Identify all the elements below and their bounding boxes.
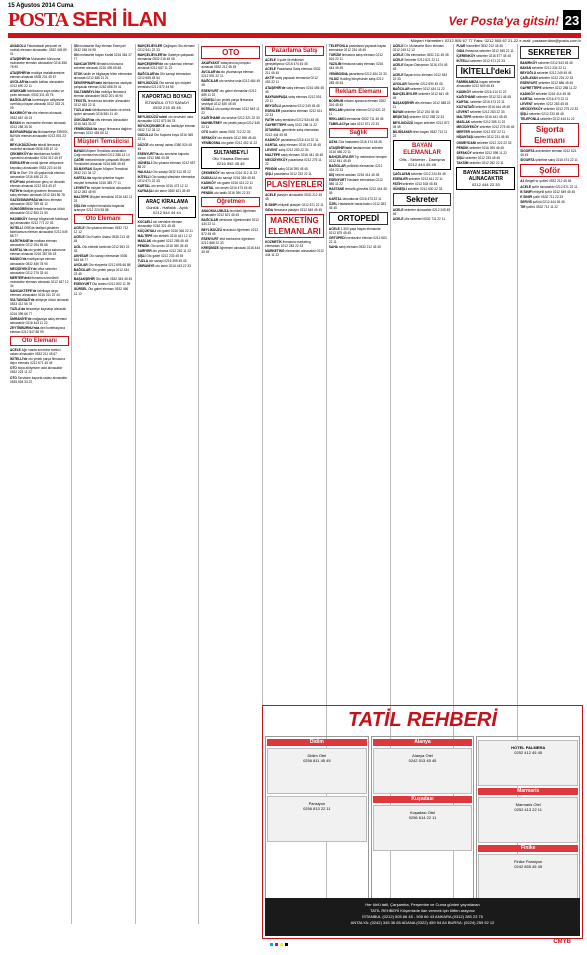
tatil-footer-line-1: Her türlü tatil, Çarşamba, Perşembe ve Cuma günleri yayınlanan [365, 902, 480, 907]
ad-arac-kiralama: ARAÇ KİRALAMA Günlük - Haftalık - Aylık 0212 544 44 44 [138, 196, 197, 218]
column: ON muhasebe Bay eleman Esenyurt 0532 248 04 95 ON muhasebe bayan Kartal 0216 364 37 77 SANCAKTEPE Mimarlık bürosuna sekreter alınacak 0216 499 65 88 STOK takibi ve bilgisayar bilen elemanlar alınacak 0212 486 21 21 SEKERPINAR'daki fabrikamıza vardiyalı çalışacak eleman 0262 658 29 41 SULTANBEYLİ'de mobilya firmasına eleman alınacaktır 0532 201 45 90 TEKSTİL firmamıza sekreter alınacaktır 0212 453 22 11 TUZLA'daki fabrikamıza kadın ve erkek işçiler alınacak 0216 581 11 40 ÜSKÜDAR'da ofis elemanı alınacaktır 0216 343 33 22 YENİBOSNA'da kargo firmasına dağıtım elemanı 0212 454 65 12 Müşteri Temsilcisi BAYAN Müşteri Temsilcisi alınacaktır. Çağrı merkezi tecrübeli 0212 288 14 14 ÇAĞRI merkezimizde çalışacak Müşteri Temsilcileri alınacak 0216 665 45 45 DİLBAYRAK Bayan Müşteri Temsilcisi 0532 211 34 12 KARTAL'da sigorta şirketine bayan müşteri temsilcisi 0216 389 77 11 LEVENT'te müşteri temsilcisi alınacaktır 0212 283 45 90 MALTEPE Müşteri temsilcisi 0216 442 11 23 ŞİŞLİ'de müşteri temsilcisi bayanlar aranıyor 0212 224 55 88 Oto Elemanı ACELE Oto yıkama elemanı 0532 712 12 12 ACELE Oto Kuaför Ustası 0535 213 45 45 ACİL Oto elektrik tamircisi 0212 553 22 33 AKHİSAR Oto sanayi elemanlar 0536 545 66 77 AVCILAR Oto ekspertiz 0212 695 66 88 BAĞCILAR Oto yedek parça 0212 434 23 45 BAŞAKŞEHİR Oto lastik 0532 345 45 45 ESENYURT Oto tamirci 0212 852 11 99 GÜRSEL Oto galeri elemanı 0532 456 12 12 [72, 44, 136, 924]
page-number: 23 [563, 10, 581, 30]
tatil-city-marmaris: Marmaris [478, 788, 578, 795]
magenta-mark [275, 943, 278, 946]
section-ogretmen: Öğretmen [201, 197, 260, 207]
section-sofor: Şoför [520, 164, 579, 177]
black-mark [285, 943, 288, 946]
tatil-column [476, 736, 580, 900]
section-oto: OTO [201, 46, 260, 59]
tatil-city-alanya: Alanya [373, 739, 473, 746]
ad-kaportaci-title: KAPORTACI BOYACI [142, 93, 192, 100]
yellow-mark [280, 943, 283, 946]
ad-sultanbeyli-title: SULTANBEYLİ [213, 149, 248, 156]
column: TELEFONLA pazarlama yapacak bayan elemanlar 0212 234 45 45 TURİZM firmasına satış elemanı 0212 516 22 11 YAZILIM firmasına satış elemanı 0216 444 45 45 YENİBOSNA pazarlama 0212 454 22 33 YILDIZ Holding bünyesinde satış 0212 285 45 45 Reklam Elemanı BODRUM reklam ajansına eleman 0252 316 45 45 REKLAM şirketine eleman 0212 621 22 11 REKLAMCI elemanlar 0532 711 45 45 TABELACI'ya usta 0212 671 22 33 Sağlık ASYA Göz hastanesi 0216 474 45 45 ATAŞEHİR'deki hastanemize sekreter 0216 456 22 11 BAHÇELİEVLER Tıp merkezine hemşire 0212 641 45 45 BAĞCILAR poliklinik elemanları 0212 434 22 33 DİŞ hekimi asistanı 0216 414 45 45 ESENYURT Hastane elemanları 0212 886 11 22 HASTANE temizlik görevlisi 0212 444 45 45 KARTAL laboratuvar 0216 473 22 11 ÖZEL Hastanede hasta bakıcı 0212 283 45 45 ORTOPEDİ ACELE 1-500 yaşlı bayan elemanlar 0212 875 45 45 ORTOPEDİ merkezine eleman 0212 663 22 11 SAHA satış elemanı 0532 212 45 45 [327, 44, 391, 924]
logo-posta: POSTA [8, 8, 69, 31]
ad-sultanbeyli: SULTANBEYLİ Oto Yıkama Elemanı 0216 592 45 45 [201, 147, 260, 169]
tatil-hotel-palmera: HOTEL PALMERA [511, 745, 546, 750]
tatil-column [265, 736, 369, 900]
section-ortopedi: ORTOPEDİ [329, 212, 388, 225]
tatil-city-kusadasi: Kuşadası [373, 796, 473, 803]
tatil-column [371, 736, 475, 900]
column: SEKRETER BAKIRKÖY sekreter 0212 543 45 45 BAYAN sekreter 0212 234 22 11 BEYOĞLU sekreter 0212 249 45 45 ÇAĞLAYAN sekreter 0212 224 22 33 ESENYURT sekreter 0212 886 45 45 GAYRETTEPE sekreter 0212 288 11 22 KADIKÖY sekreter 0216 414 45 45 KARTAL sekreter 0216 473 22 11 LEVENT sekreter 0212 283 45 45 MECİDİYEKÖY sekreter 0212 275 22 33 ŞİŞLİ sekreter 0212 233 45 45 TELEFONLA sekreter 0212 444 11 22 Sigorta Elemanı SİGORTA acentesine eleman 0212 621 45 45 SİGORTA şirketine satış 0216 474 22 11 Şoför A1 Belgeli tır şoförü 0532 212 45 45 ACELE şoför alınacaktır 0212 671 22 11 B SINIFI ehliyetli şoför 0212 549 45 45 E SINIFI şoför 0532 711 22 33 SERVİS şoförü 0212 444 45 45 TIR şoförü 0532 712 11 22 [520, 48, 579, 209]
tatil-ad-hotel-palmera: HOTEL PALMERA 0252 412 45 45 [478, 740, 578, 786]
column: ACELE Dr. Muhasebe Büro elemanı 0212 245 12 12 ACELE Ofis elemanları 0532 211 45 45 ACELE Sekreter 0212 621 22 11 ACELE Bayan Danışman 0216 474 45 45 ACELE Bayan büro elemanı 0212 453 22 33 AVCILAR Sekreter 0212 690 45 45 BAĞCILAR sekreter 0212 434 11 22 BAHÇELİEVLER sekreter 0212 641 45 45 BAŞAKŞEHİR ofis elemanı 0212 488 22 11 BAYAN sekreter 0212 234 45 45 BEŞİKTAŞ sekreter 0212 258 22 33 BEYLİKDÜZÜ bayan sekreter 0212 872 45 45 BİLGİSAYAR bilen bayan 0532 712 11 22 BAYAN ELEMANLAR Ofis - Sekreter - Danışma 0212 444 45 45 ÇAĞLAYAN sekreter 0212 224 45 45 ESENLER sekreter 0212 611 22 11 FATİH sekreter 0212 534 45 45 GÜNEŞLİ sekreter 0212 630 22 33 Sekreter ACELE sekreter alınacaktır 0212 245 45 45 ACELE ofis sekreteri 0532 711 22 11 [391, 44, 455, 924]
section-sekreter-2: Sekreter [393, 193, 452, 206]
contact-line: Müşteri Hizmetleri: 0212 505 67 77 Faks: 0212 505 67 21-22 e-mail: postaseriilan@posta.com.tr [410, 38, 581, 43]
logo [8, 10, 167, 30]
tatil-footer [265, 898, 580, 936]
column: FUAR hizmetleri 0532 212 45 45 GIDA firmasına sekreter 0212 549 22 11 İÇERENKÖY sekreter 0216 577 45 45 İKİTELLİ sekreter 0212 671 22 33 İKİTELLİ'deki FABRİKAMIZA bayan sekreter alınacaktır 0212 549 45 45 KADIKÖY sekreter 0216 414 11 22 KAĞITHANE sekreter 0212 321 45 45 KARTAL sekreter 0216 473 22 11 KOZYATAĞI sekreter 0216 444 45 45 LEVENT sekreter 0212 283 22 33 MALTEPE sekreter 0216 441 45 45 MASLAK sekreter 0212 285 11 22 MECİDİYEKÖY sekreter 0212 275 45 45 MERTER sekreter 0212 637 22 11 NİŞANTAŞI sekreter 0212 231 45 45 OKMEYDANI sekreter 0212 222 22 33 PENDİK sekreter 0216 390 45 45 SEFAKÖY sekreter 0212 598 11 22 ŞİŞLİ sekreter 0212 233 45 45 TAKSİM sekreter 0212 252 22 11 BAYAN SEKRETER ALINACAKTIR 0212 444 22 33 [454, 44, 518, 924]
tatil-rehberi-title: TATİL REHBERİ [348, 708, 497, 731]
section-plasiyerler: PLASİYERLER [266, 180, 323, 190]
column: ANADOLU Fakamasaki personel ve mutfak elemanı alınacaktır. 0532 445 89 01 ATAŞEHİR'de Muhasebe bürosuna muhasebe elemanı alınacaktır 0216 456 78 90 ATAŞEHİR'de mobilya imalathanesine eleman alınacak 0535 231 45 67 AVCILAR'da kuaför kalfası alınacaktır 0212 690 22 11 AYAKKABI fabrikasına saya ustası ve çırak alınacak. 0532 311 45 78 BAĞCILAR'da konfeksiyon atölyesine overlokçu bayan alınacak 0212 433 21 09 BAKIRKÖY'de ofis eleman alınacak. 0532 667 45 23 BAYAN ev muhasebe elemanı alınacak 0212 258 35 20 BAYRAMPAŞA'da Muhasebeye ERKEK, BAYAN eleman alınacaktır 0212 501 23 45 BEYLİKDÜZÜ'nde tekstil firmasına modelist alınacak 0536 345 67 12 ÇEKMEKÖY'de fabrikamıza forklift operatörü alınacaktır 0216 312 45 67 ESENLER'de metal işleme atölyesine kaynakçı alınacaktır 0533 223 44 55 ETA ile Eta+ 2% 45 yaşlarında eleman alınacaktır 0216 456 21 21 EYÜP'teki şirketimize genç ve dinamik eleman alınacak 0212 615 45 67 FATİH'te faaliyet gösteren firmamıza satış elemanı alınacak 0212 534 56 78 GAZİOSMANPAŞA'da büro elemanı alınacaktır 0532 789 45 12 GÜNGÖREN'de tekstil firmasına ütücü alınacaktır 0212 553 21 90 HADIMKÖY Sanayi bölgesinde fabrikaya işçi alınacaktır 0212 771 22 33 İKİTELLİ OSB'de faaliyet gösteren fabrikamıza eleman alınacaktır 0212 549 88 77 KAĞITHANE'de matbaa elemanı alınacaktır 0212 294 55 66 KARTAL'da oto yedek parça satıcısına eleman alınacak 0216 387 65 43 MASKO'da mobilyacıya eleman alınacaktır 0532 456 78 90 MECİDİYEKÖY'de ofise sekreter alınacaktır 0212 275 33 44 MERTER'deki firmamıza tecrübeli muhasebe elemanı alınacak 0212 637 12 34 SANCAKTEPE'de fabrikaya depo elemanı alınacaktır 0216 311 22 44 SULTANGAZİ'de atölyeye ütücü alınacak 0533 412 56 78 TUZLA'da tersaneye kaynakçı alınacak 0216 395 66 77 ÜMRANİYE'de mağazaya satış elemanı alınacaktır 0216 443 11 22 ZEYTİNBURNU'nda deri konfeksiyona eleman 0212 547 88 99 Oto Elemanı ACELE Ağır vasıta servisine tamirci ustası alınacaktır 0532 211 45 67 İKİTELLİ'de oto yedek parça firmasına depo elemanı 0212 671 45 45 OTO boya atölyesine usta alınacaktır 0532 223 11 22 OTO Servisine kaporta ustası alınacaktır 0535 554 33 22 [8, 44, 72, 924]
column: Pazarlama Satış ACELE 3 şube ile ekibimizi genişletiyoruz 0216 474 45 45 ACELE Pazarlama Satış elemanı 0532 211 45 45 AKTİF satış yapacak elemanlar 0212 453 22 11 ATAŞEHİR'de satış elemanı 0216 456 45 45 BAYRAMPAŞA satış elemanı 0212 501 22 11 BEYOĞLU pazarlama 0212 249 45 45 ESENLER pazarlama elemanı 0212 611 22 33 FATİH satış temsilcisi 0212 534 45 45 GAYRETTEPE satış 0212 288 11 22 İSTANBUL genelinde satış elemanları 0212 444 45 45 KADIKÖY pazarlama 0216 414 22 11 KARTAL satış elemanı 0216 473 45 45 LEVENT satış 0212 283 22 33 MALTEPE satış elemanı 0216 441 45 45 MECİDİYEKÖY pazarlama 0212 275 11 22 PENDİK satış 0216 390 45 45 ŞİŞLİ pazarlama 0212 233 22 11 PLASİYERLER ACELE plasiyer alınacaktır 0532 212 45 45 B SINIFI ehliyetli plasiyer 0212 671 22 11 GIDA firmasına plasiyer 0212 549 45 45 MARKETİNG ELEMANLARI KOZMETİK firmasına marketing elemanları 0212 283 22 33 MARKETING elemanları alınacaktır 0212 444 11 22 [263, 44, 327, 924]
tatil-ad: Finike Pansiyon 0242 855 45 45 [478, 854, 578, 900]
tatil-ad: Didim Otel 0256 811 45 45 [267, 748, 367, 794]
column: OTO AKARYAKIT istasyonuna pompacı alınacak 0532 212 45 45 AVCILAR'da oto yıkamacıya eleman 0212 591 22 11 BAĞCILAR oto servise usta 0212 464 45 45 ESENYURT oto galeri elemanları 0212 689 11 22 GÜNEŞLİ oto yedek parça firmasına sevkiyat 0212 630 45 45 İKİTELLİ oto sanayi eleman 0212 549 11 22 KAĞITHANE oto servise 0212 321 22 33 MAHMUTBEY oto yedek parça 0212 445 22 11 OTO kuaför ustası 0532 712 22 33 SEFAKÖY oto elektrik 0212 598 45 45 YENİBOSNA oto galeri 0212 452 11 22 SULTANBEYLİ Oto Yıkama Elemanı 0216 592 45 45 ÇEKMEKÖY oto servis 0216 312 11 22 DUDULLU oto sanayi 0216 365 45 45 KADIKÖY oto galeri 0216 414 22 11 KARTAL oto servis 0216 473 45 45 PENDİK oto lastik 0216 390 22 33 Öğretmen ANAOKULUMUZA tecrübeli öğretmen alınacaktır 0212 621 45 45 BAĞCILAR dershane öğretmenleri 0212 434 22 11 BEYLİKDÜZÜ anaokulu öğretmen 0212 872 45 45 ESENYURT etüt merkezine öğretmen 0212 886 22 33 KREŞİMİZE öğretmen alınacak 0216 444 45 45 [199, 44, 263, 924]
section-oto-elemani: Oto Elemanı [10, 336, 69, 346]
cmyk-label: CMYB [553, 939, 571, 945]
logo-seri-ilan: SERİ İLAN [72, 8, 167, 31]
tatil-ad: Pansiyon 0256 813 22 11 [267, 796, 367, 842]
tatil-city-finike: Finike [478, 845, 578, 852]
tatil-footer-line-2: TATİL REHBERİ Köşemizde ilan vermek için lütfen arayınız [370, 908, 475, 913]
tatil-ad: Alanya Otel 0242 513 45 45 [373, 748, 473, 794]
ad-arac-kiralama-title: ARAÇ KİRALAMA [145, 198, 189, 205]
column: BAHÇELİEVLER Çağlayan Oto elemanı 0212 641 22 33 BAHÇELİEVLER'de Galeriye çalışacak elemanlar 0532 216 45 45 BAHÇEŞEHİR'de oto yıkamacı eleman alınacak 0212 687 11 22 BAĞCILAR'da Oto sanayi elemanları 0212 655 45 54 BEYLİKDÜZÜ Oto servisi için müşteri temsilcisi 0212 872 44 55 KAPORTACI BOYACI İSTANBUL OTO SANAYİ 0532 216 45 45 BEYLİKDÜZÜ'ndeki oto servisine usta alınacaktır 0212 873 56 78 BÜYÜKÇEKMECE oto lastikçiye eleman 0532 712 34 12 DUDULLU Oto Kaporta boya 0216 365 22 11 DÜZCE oto sanayi ustası 0380 524 45 45 ESENYURT'ta oto servisine kaporta ustası 0212 886 44 55 GÜNEŞLİ Oto yıkama elemanı 0212 657 88 22 HALKALI Oto sanayi 0532 312 45 12 İKİTELLİ Oto sanayi sitesinde elemanlar 0212 671 22 33 KARTAL oto servis 0216 473 12 12 KAYNAŞLI oto tamir 0380 621 45 45 ARAÇ KİRALAMA Günlük - Haftalık - Aylık 0212 544 44 44 KOCAELİ oto servisine eleman alınacaktır 0262 321 45 45 KÜÇÜKYALI oto galeri 0216 366 22 11 MALTEPE oto elektrik 0216 441 12 12 MASLAK oto galeri 0212 285 45 45 PENDİK Oto servis 0216 390 45 45 SARIYER oto yıkama 0212 262 11 22 ŞİŞLİ Oto galeri 0212 233 45 45 TUZLA oto sanayi 0216 395 45 45 ÜMRANİYE oto tamir 0216 443 22 33 [136, 44, 200, 924]
slogan: Ver Posta'ya gitsin! [448, 14, 559, 28]
section-iktilli-deki: İKİTELLİ'deki [456, 65, 515, 78]
section-reklam-elemani: Reklam Elemanı [329, 87, 388, 97]
tatil-footer-line-4: ANTALYA: (0242) 345 36 65 ADANA (0322) 459 54 84 BURSA: (0224) 259 92 12 [350, 920, 495, 925]
ad-kaportaci-boyaci: KAPORTACI BOYACI İSTANBUL OTO SANAYİ 0532 216 45 45 [138, 91, 197, 113]
section-marketing: MARKETİNG ELEMANLARI [265, 214, 324, 238]
section-sekreter: SEKRETER [520, 46, 579, 59]
tatil-grid [265, 736, 580, 900]
section-saglik: Sağlık [329, 128, 388, 138]
tatil-ad: Marmaris Otel 0252 413 22 11 [478, 797, 578, 843]
section-oto-elemani-2: Oto Elemanı [74, 214, 133, 224]
tatil-rehberi-box [262, 705, 583, 939]
section-pazarlama-satis: Pazarlama Satış [265, 46, 324, 56]
tatil-footer-line-3: İSTANBUL (0212) 505 66 45 - 505 66 43 ANKARA (0312) 285 23 75 [362, 914, 483, 919]
ad-bayan-elemanlar: BAYAN ELEMANLAR Ofis - Sekreter - Danışma 0212 444 45 45 [393, 140, 452, 170]
ad-bayan-sekreter: BAYAN SEKRETER ALINACAKTIR 0212 444 22 33 [456, 167, 515, 190]
cyan-mark [270, 943, 273, 946]
ad-bayan-elemanlar-title: BAYAN ELEMANLAR [403, 142, 441, 156]
header-date: 15 Ağustos 2014 Cuma [8, 3, 74, 9]
tatil-city-didim: Didim [267, 739, 367, 746]
section-musteri-temsilcisi: Müşteri Temsilcisi [74, 137, 133, 147]
ad-bayan-sekreter-title: BAYAN SEKRETER ALINACAKTIR [463, 169, 509, 182]
tatil-ad: Kuşadası Otel 0256 614 22 11 [373, 805, 473, 851]
section-sigorta: Sigorta Elemanı [520, 123, 579, 147]
registration-marks [270, 943, 288, 946]
